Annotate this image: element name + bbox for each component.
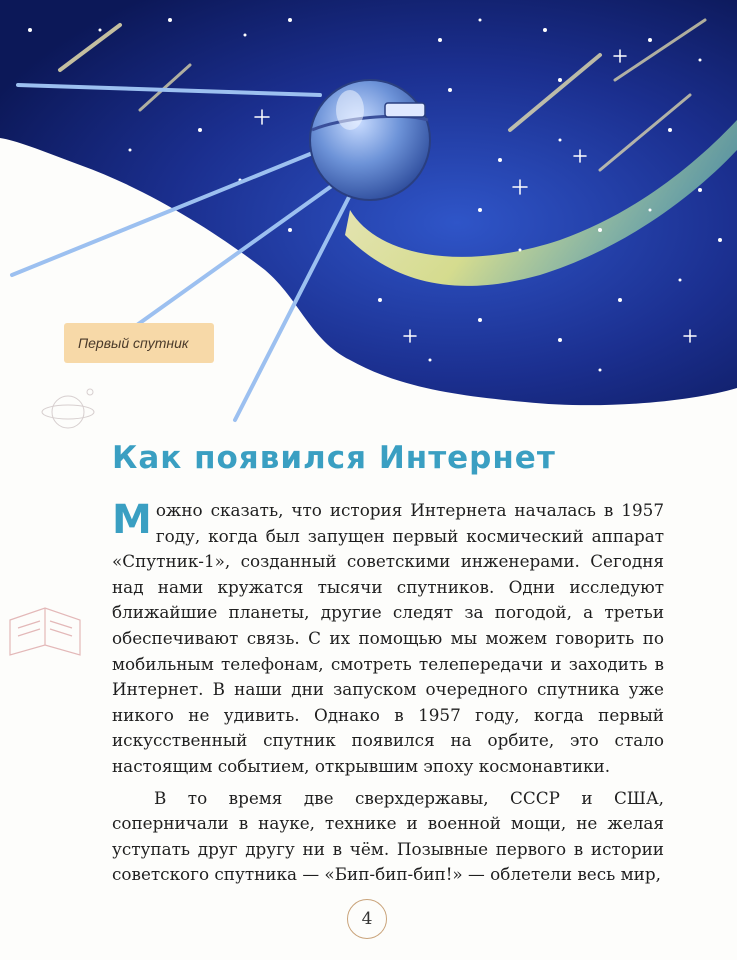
illustration-caption: Первый спутник: [64, 323, 214, 363]
book-doodle-icon: [0, 590, 90, 670]
planet-doodle-icon: [40, 380, 100, 440]
page-number: 4: [347, 899, 387, 939]
satellite-sputnik: [310, 80, 430, 200]
drop-cap: М: [112, 497, 152, 543]
article-title: Как появился Интернет: [112, 440, 556, 476]
paragraph-1: [112, 498, 664, 780]
space-illustration: [0, 0, 737, 430]
article-body: [112, 498, 664, 888]
paragraph-2: В то время две сверхдержавы, СССР и США, соперничали в науке, технике и военной мощи, не желая уступать друг другу ни в чём. Позывные первого в истории советского спутника — «Бип-бип-бип!» — облетели весь мир,: [112, 787, 664, 885]
paragraph-1-text: ожно сказать, что история Интернета началась в 1957 году, когда был запущен первый космический аппарат «Спутник-1», созданный советскими инженерами. Сегодня над нами кружатся тысячи спутников. Одни исследуют ближайшие планеты, другие следят за погодой, а третьи обеспечивают связь. С их помощью мы можем говорить по мобильным телефонам, смотреть телепередачи и заходить в Интернет. В наши дни запуском очередного спутника уже никого не удивить. Однако в 1957 году, когда первый искусственный спутник появился на орбите, это стало настоящим событием, открывшим эпоху космонавтики.: [112, 500, 664, 776]
